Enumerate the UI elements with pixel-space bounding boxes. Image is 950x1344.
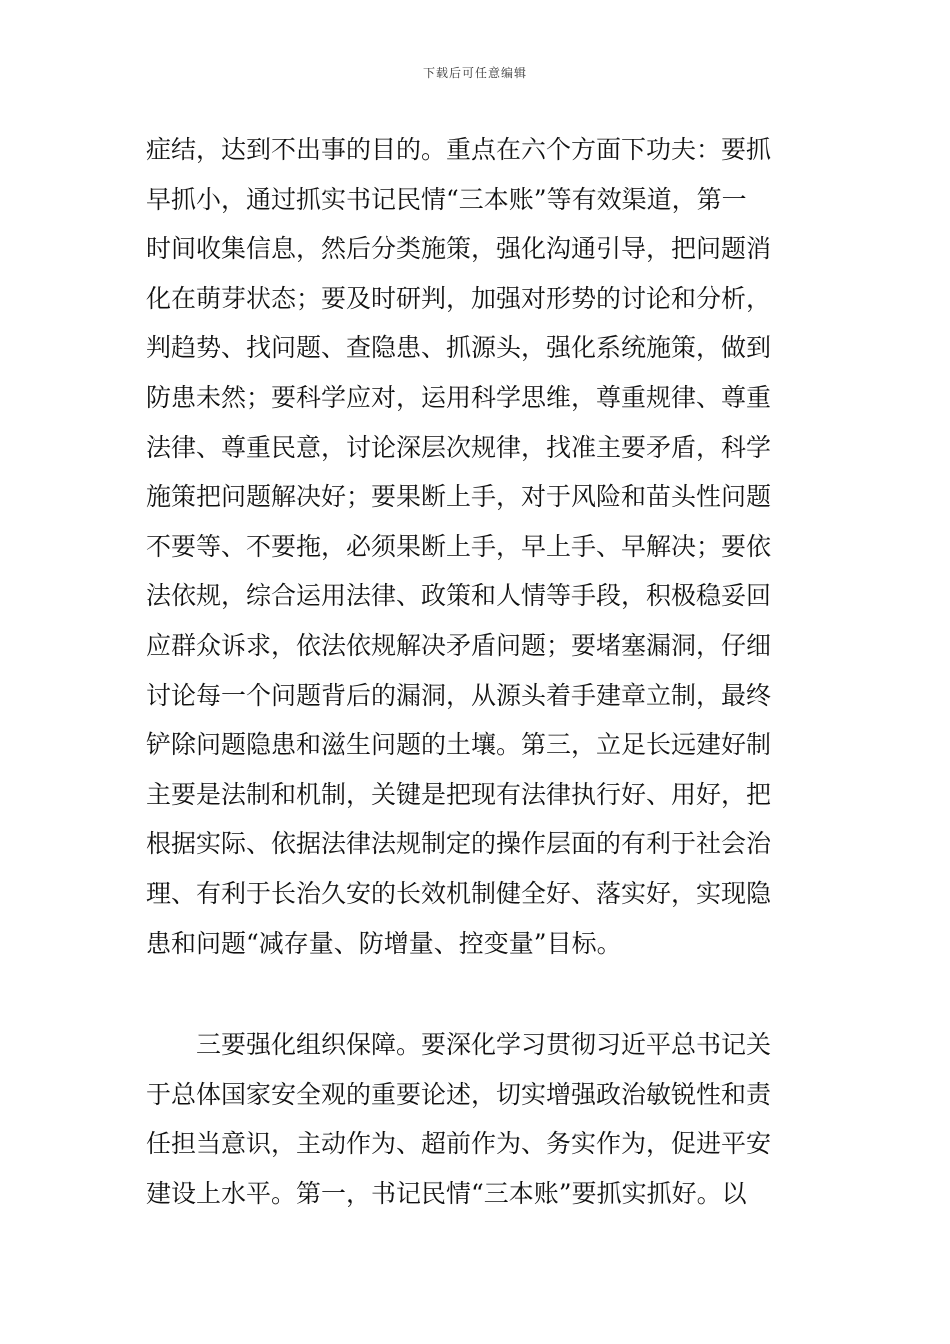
- text-line-indented: 三要强化组织保障。要深化学习贯彻习近平总书记关: [196, 1030, 772, 1059]
- text-line: 根据实际、依据法律法规制定的操作层面的有利于社会治: [146, 829, 772, 859]
- page-header-note: 下载后可任意编辑: [422, 66, 527, 80]
- text-line: 不要等、不要拖，必须果断上手，早上手、早解决；要依: [146, 531, 772, 561]
- text-line: 时间收集信息，然后分类施策，强化沟通引导，把问题消: [146, 234, 772, 264]
- text-line: 防患未然；要科学应对，运用科学思维，尊重规律、尊重: [146, 382, 772, 412]
- text-line: 早抓小，通过抓实书记民情“三本账”等有效渠道，第一: [146, 184, 747, 214]
- text-line: 化在萌芽状态；要及时研判，加强对形势的讨论和分析，: [146, 283, 772, 313]
- text-line: 主要是法制和机制，关键是把现有法律执行好、用好，把: [146, 779, 772, 809]
- text-line: 讨论每一个问题背后的漏洞，从源头着手建章立制，最终: [146, 680, 772, 710]
- text-line: 判趋势、找问题、查隐患、抓源头，强化系统施策，做到: [146, 333, 772, 363]
- text-line: 理、有利于长治久安的长效机制健全好、落实好，实现隐: [146, 878, 772, 908]
- paragraph-2: [146, 1020, 806, 1218]
- text-line: 患和问题“减存量、防增量、控变量”目标。: [146, 928, 622, 958]
- paragraph-1: [146, 125, 806, 968]
- text-line: 症结，达到不出事的目的。重点在六个方面下功夫：要抓: [146, 135, 772, 164]
- text-line: 建设上水平。第一，书记民情“三本账”要抓实抓好。以: [146, 1178, 747, 1208]
- text-line: 法律、尊重民意，讨论深层次规律，找准主要矛盾，科学: [146, 432, 772, 462]
- text-line: 任担当意识，主动作为、超前作为、务实作为，促进平安: [146, 1129, 772, 1159]
- text-line: 应群众诉求，依法依规解决矛盾问题；要堵塞漏洞，仔细: [146, 630, 772, 660]
- text-line: 施策把问题解决好；要果断上手，对于风险和苗头性问题: [146, 482, 772, 512]
- text-line: 于总体国家安全观的重要论述，切实增强政治敏锐性和责: [146, 1079, 772, 1109]
- text-line: 铲除问题隐患和滋生问题的土壤。第三，立足长远建好制: [146, 730, 772, 760]
- text-line: 法依规，综合运用法律、政策和人情等手段，积极稳妥回: [146, 581, 772, 611]
